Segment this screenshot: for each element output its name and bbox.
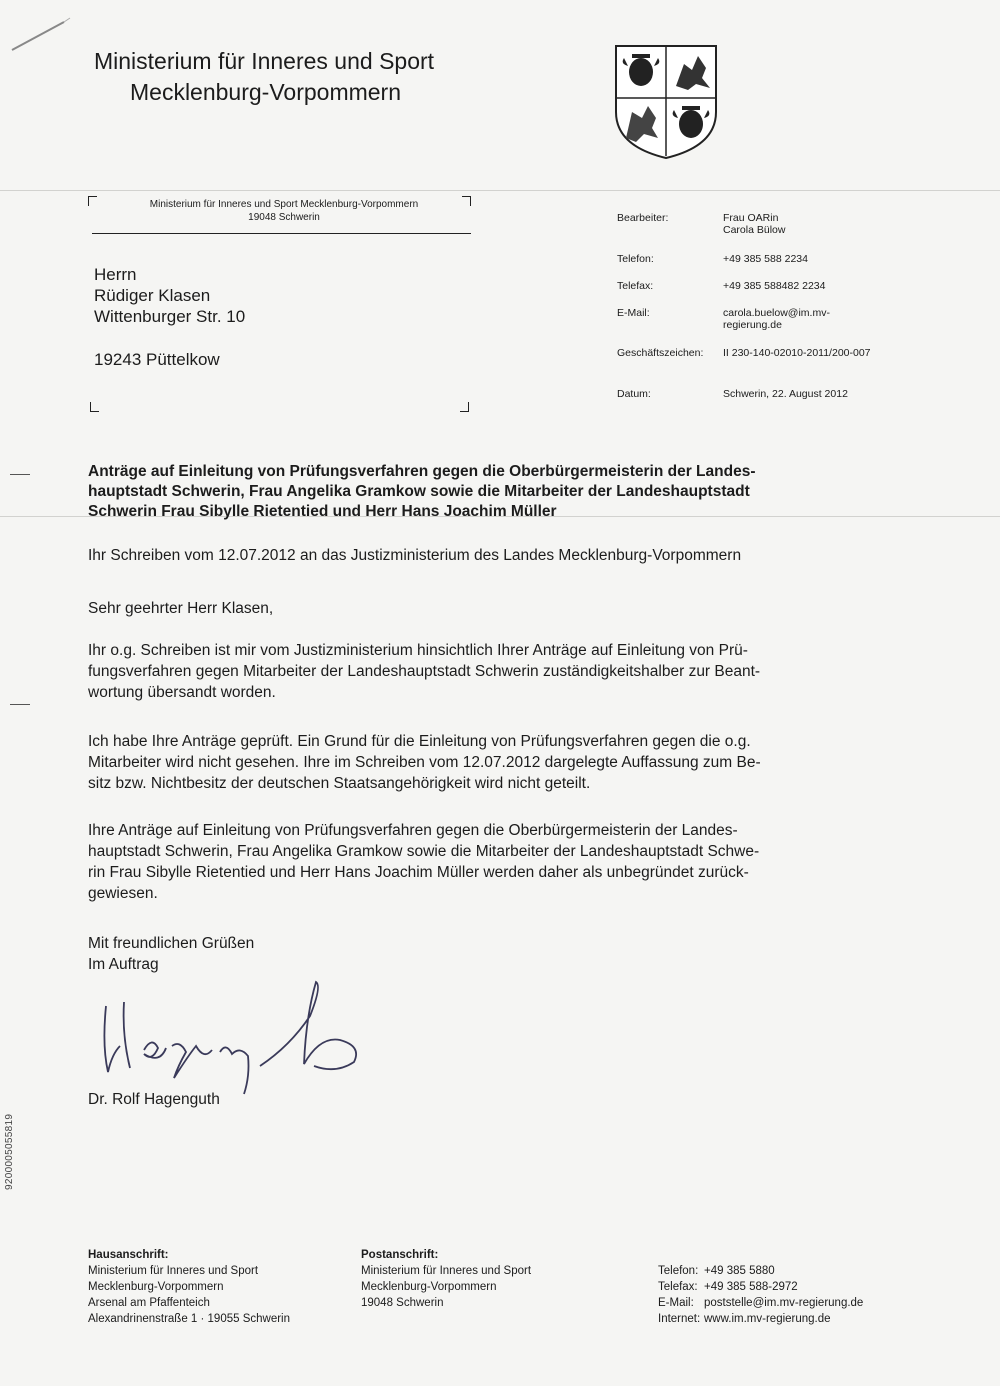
window-corner-mark (90, 402, 99, 412)
footer-website: Internet: www.im.mv-regierung.de (658, 1313, 831, 1325)
fold-line (0, 190, 1000, 191)
greeting: Sehr geehrter Herr Klasen, (88, 600, 274, 617)
clerk-fax: +49 385 588482 2234 (723, 280, 826, 292)
document-id: 9200005055819 (4, 1113, 15, 1190)
handwritten-signature (100, 976, 370, 1096)
return-address (92, 198, 476, 224)
reference-number: II 230-140-02010-2011/200-007 (723, 347, 871, 359)
ministry-state: Mecklenburg-Vorpommern (130, 79, 402, 105)
letter-subject: Anträge auf Einleitung von Prüfungsverfahren gegen die Oberbürgermeisterin der Landes- hauptstadt Schwerin, Frau Angelika Gramkow sowie die Mitarbeiter der Landeshauptstadt Schwerin Frau Sibylle Rietentied und Herr Hans Joachim Müller (88, 463, 756, 520)
clerk-email: carola.buelow@im.mv- (723, 307, 830, 319)
footer-contact (658, 1263, 863, 1327)
clerk-phone: +49 385 588 2234 (723, 253, 808, 265)
clerk-title: Frau OARin (723, 212, 779, 224)
paragraph-2: Ich habe Ihre Anträge geprüft. Ein Grund für die Einleitung von Prüfungsverfahren gegen die o.g. Mitarbeiter wird nicht gesehen. Ihre im Schreiben vom 12.07.2012 dargelegte Auffassung zum Be- sitz bzw. Nichtbesitz der deutschen Staatsangehörigkeit wird nicht geteilt. (88, 733, 761, 792)
fold-mark (10, 474, 30, 475)
return-address-city: 19048 Schwerin (248, 212, 320, 223)
reference-line: Ihr Schreiben vom 12.07.2012 an das Justizministerium des Landes Mecklenburg-Vorpommern (88, 547, 742, 564)
footer-hausanschrift: Hausanschrift: Ministerium für Inneres und Sport Mecklenburg-Vorpommern Arsenal am Pfaffenteich Alexandrinenstraße 1 · 19055 Schwerin (88, 1249, 291, 1325)
footer-postanschrift: Postanschrift: Ministerium für Inneres und Sport Mecklenburg-Vorpommern 19048 Schwerin (361, 1249, 532, 1309)
punch-mark (10, 704, 30, 705)
footer-phone: Telefon: +49 385 5880 (658, 1265, 775, 1277)
letter-date: Schwerin, 22. August 2012 (723, 388, 848, 400)
return-address-line: Ministerium für Inneres und Sport Mecklenburg-Vorpommern (149, 199, 419, 210)
staple-icon (8, 14, 76, 54)
ministry-title (94, 46, 434, 108)
footer-email: E-Mail: poststelle@im.mv-regierung.de (658, 1297, 864, 1309)
ministry-name: Ministerium für Inneres und Sport (94, 48, 435, 74)
paragraph-1: Ihr o.g. Schreiben ist mir vom Justizministerium hinsichtlich Ihrer Anträge auf Einleitung von Prü- fungsverfahren gegen Mitarbeiter der Landeshauptstadt Schwerin zuständigkeitshalber zur Beant- wortung übersandt worden. (88, 642, 761, 701)
recipient-salutation: Herrn (94, 265, 137, 284)
window-corner-mark (460, 402, 469, 412)
paragraph-3: Ihre Anträge auf Einleitung von Prüfungsverfahren gegen die Oberbürgermeisterin der Landes- hauptstadt Schwerin, Frau Angelika Gramkow sowie die Mitarbeiter der Landeshauptstadt Schwe- rin Frau Sibylle Rietentied und Herr Hans Joachim Müller werden daher als unbegründet zurück- gewiesen. (88, 822, 760, 902)
signer-name: Dr. Rolf Hagenguth (88, 1091, 220, 1108)
clerk-name: Carola Bülow (723, 224, 786, 236)
closing-greeting: Mit freundlichen Grüßen (88, 935, 255, 952)
recipient-name: Rüdiger Klasen (94, 286, 211, 305)
closing-on-behalf: Im Auftrag (88, 956, 159, 973)
clerk-email-domain: regierung.de (723, 319, 782, 331)
recipient-street: Wittenburger Str. 10 (94, 307, 246, 326)
closing (88, 933, 898, 975)
recipient-city: 19243 Püttelkow (94, 350, 220, 369)
recipient-address (94, 264, 245, 370)
return-address-underline (92, 233, 471, 234)
footer-fax: Telefax: +49 385 588-2972 (658, 1281, 798, 1293)
coat-of-arms-icon (612, 42, 720, 160)
